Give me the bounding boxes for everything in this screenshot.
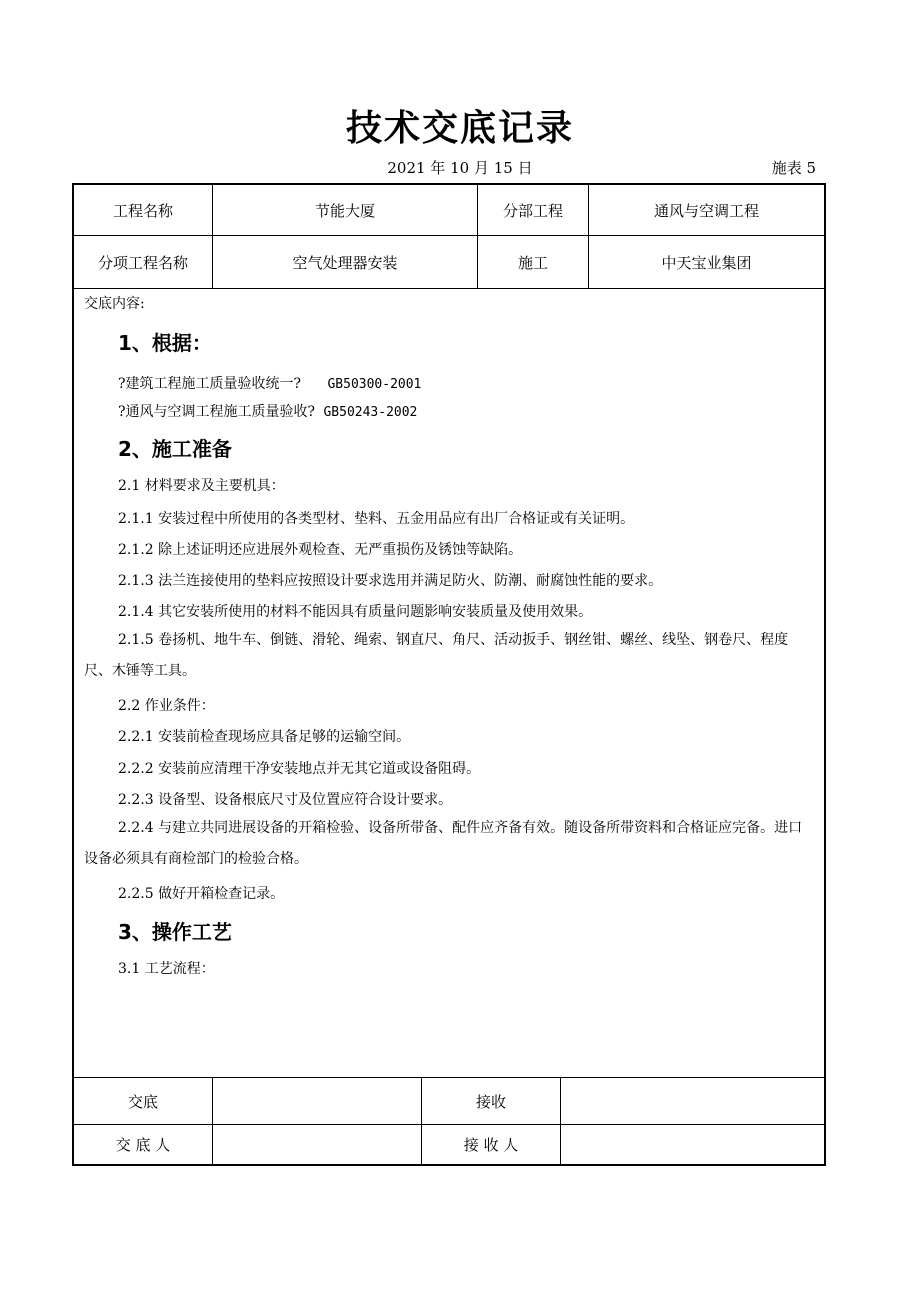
project-name-label: 工程名称: [74, 185, 213, 235]
document-title: 技术交底记录: [345, 108, 574, 149]
clause-2-1-1: 2.1.1 安装过程中所使用的各类型材、垫料、五金用品应有出厂合格证或有关证明。: [118, 511, 635, 527]
record-sheet: [72, 183, 826, 1166]
clause-2-1-2: 2.1.2 除上述证明还应进展外观检查、无严重损伤及锈蚀等缺陷。: [118, 542, 523, 558]
clause-2-1-4: 2.1.4 其它安装所使用的材料不能因具有质量问题影响安装质量及使用效果。: [118, 604, 593, 620]
subitem-value[interactable]: 空气处理器安装: [213, 236, 478, 288]
standard-1-code: GB50300-2001: [327, 377, 422, 392]
record-date: 2021 年 10 月 15 日: [387, 159, 533, 177]
project-name-value[interactable]: 节能大厦: [213, 185, 478, 235]
receive-label: 接收: [422, 1078, 561, 1124]
handover-value[interactable]: [213, 1078, 422, 1124]
section-heading-basis: 1、根据：: [118, 331, 212, 355]
clause-2-1-3: 2.1.3 法兰连接使用的垫料应按照设计要求选用并满足防火、防潮、耐腐蚀性能的要求。: [118, 573, 663, 589]
handover-person-value[interactable]: [213, 1125, 422, 1164]
handover-label: 交底: [74, 1078, 213, 1124]
section-heading-process: 3、操作工艺: [118, 920, 232, 944]
standard-1-title: ?建筑工程施工质量验收统一?: [118, 376, 302, 392]
clause-2-2-3: 2.2.3 设备型、设备根底尺寸及位置应符合设计要求。: [118, 792, 453, 808]
handover-person-label: 交 底 人: [74, 1125, 213, 1164]
division-value[interactable]: 通风与空调工程: [653, 201, 759, 220]
clause-2-2: 2.2 作业条件：: [118, 698, 215, 714]
receiver-value[interactable]: [561, 1125, 824, 1164]
header-row-subitem: [74, 236, 824, 289]
constructor-label: 施工: [478, 236, 589, 288]
clause-2-2-5: 2.2.5 做好开箱检查记录。: [118, 886, 285, 902]
standard-line-2: [118, 401, 417, 421]
receiver-label: 接 收 人: [422, 1125, 561, 1164]
constructor-value[interactable]: 中天宝业集团: [661, 253, 752, 272]
subitem-label: 分项工程名称: [74, 236, 213, 288]
standard-2-title: ?通风与空调工程施工质量验收?: [118, 404, 316, 420]
handover-content: [74, 289, 824, 1078]
content-label: 交底内容:: [84, 296, 145, 312]
clause-2-2-2: 2.2.2 安装前应清理干净安装地点并无其它道或设备阻碍。: [118, 761, 481, 777]
header-row-project: [74, 185, 824, 236]
standard-2-code: GB50243-2002: [323, 405, 418, 420]
division-label: 分部工程: [478, 185, 589, 235]
section-heading-preparation: 2、施工准备: [118, 437, 232, 461]
footer-row-persons: [74, 1125, 824, 1164]
form-number: 施表 5: [771, 159, 816, 177]
standard-line-1: [118, 373, 421, 393]
clause-2-1-5: 2.1.5 卷扬机、地牛车、倒链、滑轮、绳索、钢直尺、角尺、活动扳手、钢丝钳、螺丝、线坠、钢卷尺、程度尺、木锤等工具。: [84, 632, 789, 679]
clause-3-1: 3.1 工艺流程：: [118, 961, 215, 977]
receive-value[interactable]: [561, 1078, 824, 1124]
clause-2-2-1: 2.2.1 安装前检查现场应具备足够的运输空间。: [118, 729, 411, 745]
footer-row-handover: [74, 1078, 824, 1125]
clause-2-2-4: 2.2.4 与建立共同进展设备的开箱检验、设备所带备、配件应齐备有效。随设备所带资料和合格证应完备。进口设备必须具有商检部门的检验合格。: [84, 820, 803, 867]
clause-2-1: 2.1 材料要求及主要机具：: [118, 478, 285, 494]
